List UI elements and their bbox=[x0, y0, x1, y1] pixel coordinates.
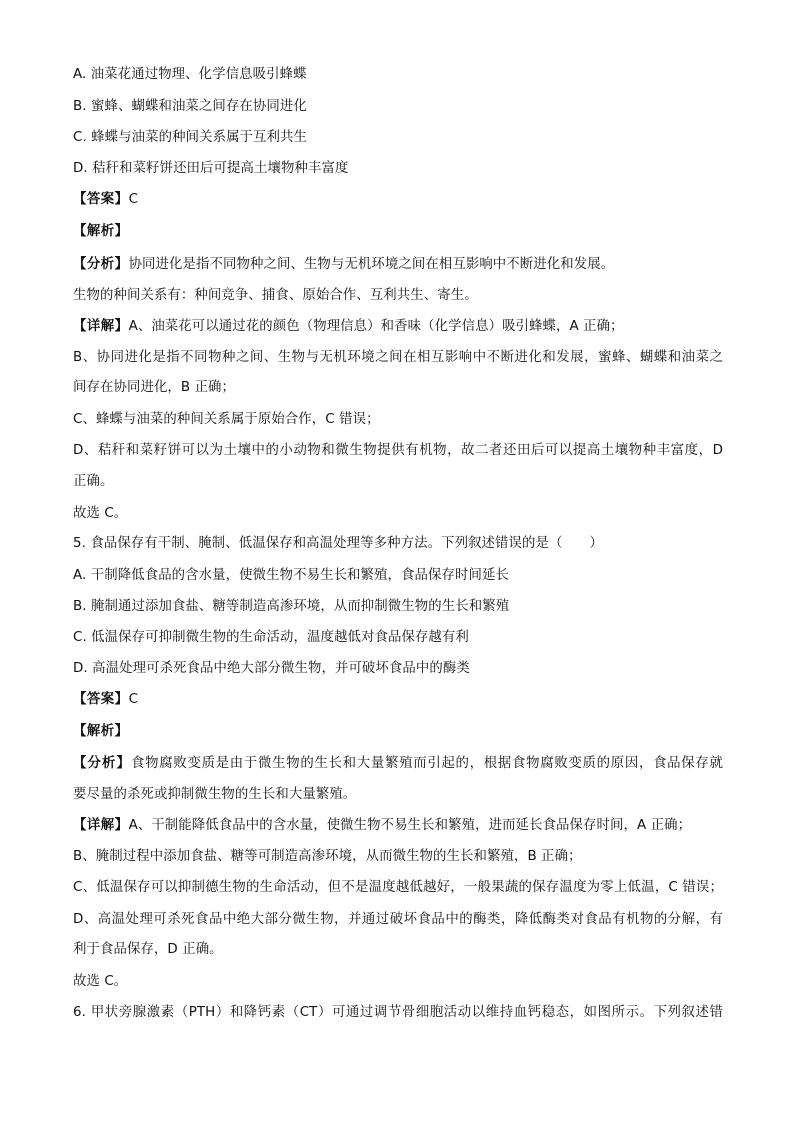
analysis-tag: 【解析】 bbox=[73, 224, 129, 239]
q5-option-c: C. 低温保存可抑制微生物的生命活动，温度越低对食品保存越有利 bbox=[73, 630, 469, 645]
detail-text: A、油菜花可以通过花的颜色（物理信息）和香味（化学信息）吸引蜂蝶，A 正确； bbox=[128, 319, 624, 334]
q4-choose: 故选 C。 bbox=[73, 506, 128, 521]
q5-option-d: D. 高温处理可杀死食品中绝大部分微生物，并可破坏食品中的酶类 bbox=[73, 661, 470, 676]
q4-fenxi bbox=[73, 256, 723, 274]
q4-option-a: A. 油菜花通过物理、化学信息吸引蜂蝶 bbox=[73, 67, 307, 82]
q4-detail-d-cont: 正确。 bbox=[73, 474, 114, 489]
fenxi-text: 食物腐败变质是由于微生物的生长和大量繁殖而引起的，根据食物腐败变质的原因，食品保存就 bbox=[131, 756, 724, 771]
q4-detail-c: C、蜂蝶与油菜的种间关系属于原始合作，C 错误； bbox=[73, 412, 380, 427]
q5-analysis-heading bbox=[73, 723, 723, 741]
answer-tag: 【答案】 bbox=[73, 192, 129, 207]
q5-fenxi-cont: 要尽量的杀死或抑制微生物的生长和大量繁殖。 bbox=[73, 787, 357, 802]
q5-detail-c: C、低温保存可以抑制德生物的生命活动，但不是温度越低越好，一般果蔬的保存温度为零上低温，C 错误； bbox=[73, 880, 723, 895]
xiangjie-tag: 【详解】 bbox=[73, 319, 129, 334]
q6-stem: 6. 甲状旁腺激素（PTH）和降钙素（CT）可通过调节骨细胞活动以维持血钙稳态，如图所示。下列叙述错 bbox=[73, 1005, 723, 1020]
q5-detail-d-cont: 利于食品保存，D 正确。 bbox=[73, 942, 223, 957]
q5-detail-d: D、高温处理可杀死食品中绝大部分微生物，并通过破坏食品中的酶类，降低酶类对食品有机物的分解，有 bbox=[73, 912, 723, 927]
fenxi-text: 协同进化是指不同物种之间、生物与无机环境之间在相互影响中不断进化和发展。 bbox=[128, 257, 615, 272]
q5-detail-b: B、腌制过程中添加食盐、糖等可制造高渗环境，从而微生物的生长和繁殖，B 正确； bbox=[73, 849, 582, 864]
xiangjie-tag: 【详解】 bbox=[73, 818, 129, 833]
fenxi-tag: 【分析】 bbox=[73, 756, 132, 771]
q5-answer bbox=[73, 691, 723, 709]
q4-option-c: C. 蜂蝶与油菜的种间关系属于互利共生 bbox=[73, 130, 308, 145]
q4-detail-b-cont: 间存在协同进化，B 正确； bbox=[73, 380, 236, 395]
q5-option-b: B. 腌制通过添加食盐、糖等制造高渗环境，从而抑制微生物的生长和繁殖 bbox=[73, 599, 510, 614]
q4-detail-a bbox=[73, 318, 723, 336]
q4-option-d: D. 秸秆和菜籽饼还田后可提高土壤物种丰富度 bbox=[73, 161, 349, 176]
q5-option-a: A. 干制降低食品的含水量，使微生物不易生长和繁殖，食品保存时间延长 bbox=[73, 568, 509, 583]
q4-detail-d: D、秸秆和菜籽饼可以为土壤中的小动物和微生物提供有机物，故二者还田后可以提高土壤物种丰富度，D bbox=[73, 443, 723, 458]
q4-answer bbox=[73, 191, 723, 209]
q4-analysis-heading bbox=[73, 223, 723, 241]
q5-detail-a bbox=[73, 817, 723, 835]
q5-stem: 5. 食品保存有干制、腌制、低温保存和高温处理等多种方法。下列叙述错误的是（ ） bbox=[73, 536, 603, 551]
q4-detail-b: B、协同进化是指不同物种之间、生物与无机环境之间在相互影响中不断进化和发展，蜜蜂、蝴蝶和油菜之 bbox=[73, 350, 723, 365]
analysis-tag: 【解析】 bbox=[73, 724, 129, 739]
answer-value: C bbox=[128, 192, 139, 207]
q5-choose: 故选 C。 bbox=[73, 974, 128, 989]
q4-option-b: B. 蜜蜂、蝴蝶和油菜之间存在协同进化 bbox=[73, 99, 307, 114]
answer-tag: 【答案】 bbox=[73, 692, 129, 707]
q5-fenxi bbox=[73, 755, 723, 773]
detail-text: A、干制能降低食品中的含水量，使微生物不易生长和繁殖，进而延长食品保存时间，A 正确； bbox=[128, 818, 692, 833]
fenxi-tag: 【分析】 bbox=[73, 257, 129, 272]
q4-relations: 生物的种间关系有：种间竞争、捕食、原始合作、互利共生、寄生。 bbox=[73, 288, 478, 303]
answer-value: C bbox=[128, 692, 139, 707]
